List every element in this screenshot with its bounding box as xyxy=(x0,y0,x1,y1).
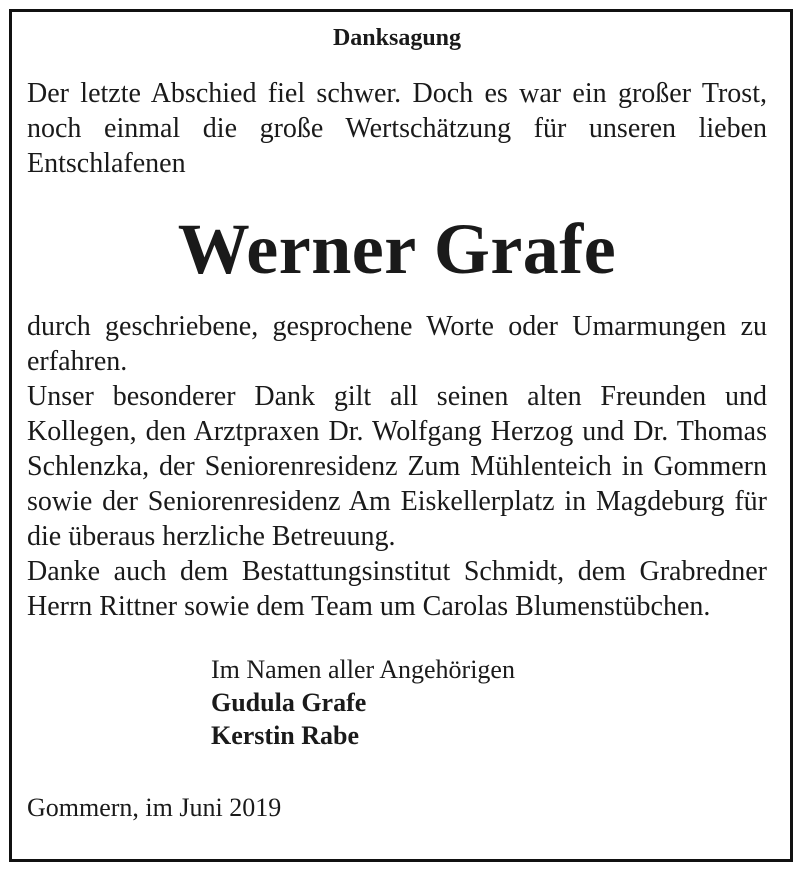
thanks-also-paragraph: Danke auch dem Bestattungsinstitut Schmidt, dem Grabredner Herrn Rittner sowie dem Team um Carolas Blumenstübchen. xyxy=(27,556,767,622)
obituary-notice xyxy=(27,24,767,824)
words-paragraph: durch geschriebene, gesprochene Worte oder Umarmungen zu erfahren. xyxy=(27,311,767,377)
thanks-paragraph: Unser besonderer Dank gilt all seinen alten Freunden und Kollegen, den Arztpraxen Dr. Wolfgang Herzog und Dr. Thomas Schlenzka, der Seniorenresidenz Zum Mühlenteich in Gommern sowie der Seniorenresidenz Am Eiskellerplatz in Magdeburg für die überaus herzliche Betreuung. xyxy=(27,381,767,552)
signatory-name: Kerstin Rabe xyxy=(211,721,360,750)
intro-paragraph: Der letzte Abschied fiel schwer. Doch es war ein großer Trost, noch einmal die große Wertschätzung für unseren lieben Entschlafenen xyxy=(27,78,767,179)
signatory-name: Gudula Grafe xyxy=(211,688,367,717)
signoff-block xyxy=(211,653,767,752)
notice-heading: Danksagung xyxy=(332,25,462,51)
signoff-line: Im Namen aller Angehörigen xyxy=(211,655,515,684)
deceased-name: Werner Grafe xyxy=(177,209,617,289)
thanks-body xyxy=(27,309,767,624)
place-date: Gommern, im Juni 2019 xyxy=(27,793,282,822)
